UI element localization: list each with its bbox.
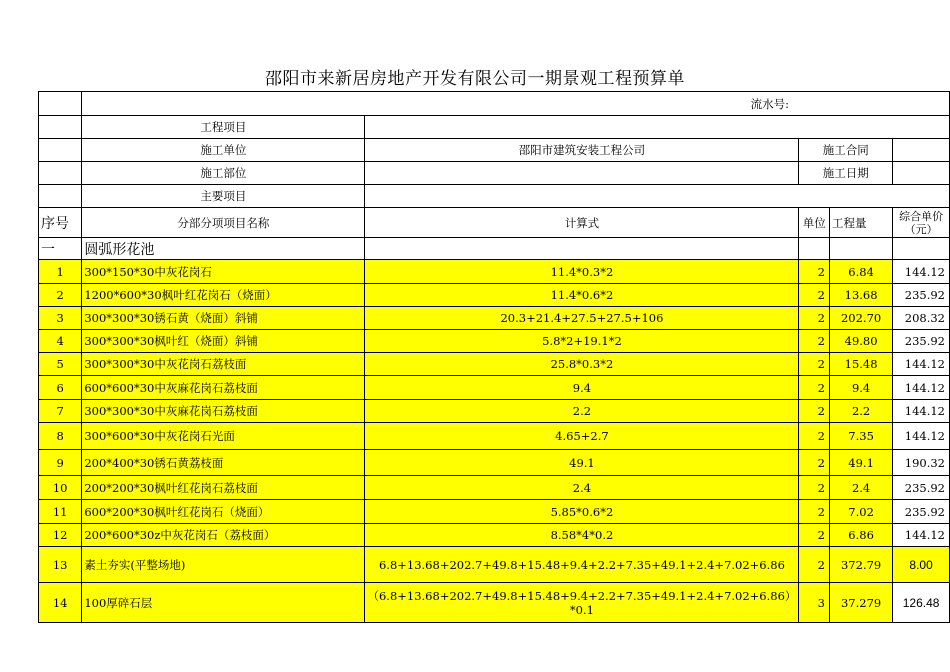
row-formula: 11.4*0.3*2 bbox=[365, 260, 799, 284]
row-unit: 2 bbox=[799, 450, 830, 476]
row-seq: 9 bbox=[39, 450, 82, 476]
contractor-label: 施工单位 bbox=[82, 139, 365, 162]
row-name: 300*300*30中灰花岗石荔枝面 bbox=[82, 353, 365, 376]
row-qty: 6.86 bbox=[830, 524, 893, 547]
row-formula: 5.85*0.6*2 bbox=[365, 500, 799, 524]
row-formula: 49.1 bbox=[365, 450, 799, 476]
empty-cell bbox=[39, 92, 82, 116]
table-row bbox=[39, 260, 950, 284]
table-row bbox=[39, 500, 950, 524]
row-formula: 20.3+21.4+27.5+27.5+106 bbox=[365, 307, 799, 330]
row-seq: 14 bbox=[39, 583, 82, 623]
table-row bbox=[39, 376, 950, 400]
row-formula: 5.8*2+19.1*2 bbox=[365, 330, 799, 353]
row-unit: 2 bbox=[799, 524, 830, 547]
row-name: 1200*600*30枫叶红花岗石（烧面） bbox=[82, 284, 365, 307]
main-value bbox=[365, 185, 950, 208]
row-price: 144.12 bbox=[893, 353, 950, 376]
empty-cell bbox=[893, 238, 950, 260]
row-seq: 11 bbox=[39, 500, 82, 524]
empty-cell bbox=[830, 238, 893, 260]
table-row bbox=[39, 583, 950, 623]
row-name: 200*600*30z中灰花岗石（荔枝面） bbox=[82, 524, 365, 547]
row-price: 208.32 bbox=[893, 307, 950, 330]
row-unit: 2 bbox=[799, 307, 830, 330]
table-row bbox=[39, 547, 950, 583]
table-row bbox=[39, 450, 950, 476]
row-name: 100厚碎石层 bbox=[82, 583, 365, 623]
row-unit: 2 bbox=[799, 547, 830, 583]
row-price: 235.92 bbox=[893, 284, 950, 307]
serial-label: 流水号: bbox=[82, 92, 950, 116]
row-qty: 2.4 bbox=[830, 476, 893, 500]
row-price: 144.12 bbox=[893, 376, 950, 400]
table-row bbox=[39, 284, 950, 307]
empty-cell bbox=[39, 139, 82, 162]
table-row bbox=[39, 423, 950, 450]
serial-row bbox=[39, 92, 950, 116]
page-title: 邵阳市来新居房地产开发有限公司一期景观工程预算单 bbox=[265, 69, 685, 89]
row-unit: 3 bbox=[799, 583, 830, 623]
row-unit: 2 bbox=[799, 476, 830, 500]
row-name: 600*200*30枫叶红花岗石（烧面） bbox=[82, 500, 365, 524]
row-unit: 2 bbox=[799, 423, 830, 450]
column-header-row bbox=[39, 208, 950, 238]
row-seq: 7 bbox=[39, 400, 82, 423]
row-qty: 202.70 bbox=[830, 307, 893, 330]
row-unit: 2 bbox=[799, 376, 830, 400]
row-name: 300*600*30中灰花岗石光面 bbox=[82, 423, 365, 450]
row-price: 144.12 bbox=[893, 524, 950, 547]
row-formula: 2.2 bbox=[365, 400, 799, 423]
row-price: 126.48 bbox=[893, 583, 950, 623]
row-price: 190.32 bbox=[893, 450, 950, 476]
row-formula: 6.8+13.68+202.7+49.8+15.48+9.4+2.2+7.35+49.1+2.4+7.02+6.86 bbox=[365, 547, 799, 583]
row-price: 144.12 bbox=[893, 260, 950, 284]
row-qty: 9.4 bbox=[830, 376, 893, 400]
row-unit: 2 bbox=[799, 400, 830, 423]
row-name: 300*300*30锈石黄（烧面）斜铺 bbox=[82, 307, 365, 330]
row-price: 8.00 bbox=[893, 547, 950, 583]
site-value bbox=[365, 162, 799, 185]
row-qty: 15.48 bbox=[830, 353, 893, 376]
site-label: 施工部位 bbox=[82, 162, 365, 185]
row-seq: 3 bbox=[39, 307, 82, 330]
row-formula: 9.4 bbox=[365, 376, 799, 400]
col-name-header: 分部分项项目名称 bbox=[82, 208, 365, 238]
row-seq: 4 bbox=[39, 330, 82, 353]
row-seq: 6 bbox=[39, 376, 82, 400]
empty-cell bbox=[39, 185, 82, 208]
row-formula: 11.4*0.6*2 bbox=[365, 284, 799, 307]
col-price-header: 综合单价（元） bbox=[893, 208, 950, 238]
row-price: 235.92 bbox=[893, 500, 950, 524]
row-price: 235.92 bbox=[893, 476, 950, 500]
empty-cell bbox=[365, 238, 799, 260]
row-unit: 2 bbox=[799, 353, 830, 376]
row-seq: 12 bbox=[39, 524, 82, 547]
project-row bbox=[39, 116, 950, 139]
row-name: 600*600*30中灰麻花岗石荔枝面 bbox=[82, 376, 365, 400]
table-row bbox=[39, 476, 950, 500]
col-formula-header: 计算式 bbox=[365, 208, 799, 238]
table-row bbox=[39, 524, 950, 547]
row-qty: 37.279 bbox=[830, 583, 893, 623]
row-seq: 5 bbox=[39, 353, 82, 376]
col-unit-header: 单位 bbox=[799, 208, 830, 238]
section-seq: 一 bbox=[39, 238, 82, 260]
row-seq: 2 bbox=[39, 284, 82, 307]
row-qty: 372.79 bbox=[830, 547, 893, 583]
row-qty: 7.02 bbox=[830, 500, 893, 524]
row-unit: 2 bbox=[799, 284, 830, 307]
row-unit: 2 bbox=[799, 500, 830, 524]
main-label: 主要项目 bbox=[82, 185, 365, 208]
section-row bbox=[39, 238, 950, 260]
col-qty-header: 工程量 bbox=[830, 208, 893, 238]
row-seq: 13 bbox=[39, 547, 82, 583]
empty-cell bbox=[39, 116, 82, 139]
row-formula: （6.8+13.68+202.7+49.8+15.48+9.4+2.2+7.35+49.1+2.4+7.02+6.86）*0.1 bbox=[365, 583, 799, 623]
row-name: 素土夯实(平整场地) bbox=[82, 547, 365, 583]
row-seq: 8 bbox=[39, 423, 82, 450]
row-name: 200*200*30枫叶红花岗石荔枝面 bbox=[82, 476, 365, 500]
date-label: 施工日期 bbox=[799, 162, 893, 185]
project-value bbox=[365, 116, 950, 139]
row-price: 235.92 bbox=[893, 330, 950, 353]
date-value bbox=[893, 162, 950, 185]
contract-label: 施工合同 bbox=[799, 139, 893, 162]
row-qty: 2.2 bbox=[830, 400, 893, 423]
section-name: 圆弧形花池 bbox=[82, 238, 365, 260]
col-seq-header: 序号 bbox=[39, 208, 82, 238]
table-row bbox=[39, 330, 950, 353]
row-qty: 6.84 bbox=[830, 260, 893, 284]
row-formula: 2.4 bbox=[365, 476, 799, 500]
row-name: 300*150*30中灰花岗石 bbox=[82, 260, 365, 284]
row-seq: 10 bbox=[39, 476, 82, 500]
row-unit: 2 bbox=[799, 330, 830, 353]
row-unit: 2 bbox=[799, 260, 830, 284]
row-formula: 25.8*0.3*2 bbox=[365, 353, 799, 376]
contract-value bbox=[893, 139, 950, 162]
row-name: 300*300*30中灰麻花岗石荔枝面 bbox=[82, 400, 365, 423]
row-name: 200*400*30锈石黄荔枝面 bbox=[82, 450, 365, 476]
row-name: 300*300*30枫叶红（烧面）斜铺 bbox=[82, 330, 365, 353]
row-qty: 13.68 bbox=[830, 284, 893, 307]
main-row bbox=[39, 185, 950, 208]
row-qty: 49.80 bbox=[830, 330, 893, 353]
row-qty: 7.35 bbox=[830, 423, 893, 450]
empty-cell bbox=[799, 238, 830, 260]
row-seq: 1 bbox=[39, 260, 82, 284]
row-formula: 8.58*4*0.2 bbox=[365, 524, 799, 547]
contractor-row bbox=[39, 139, 950, 162]
table-row bbox=[39, 400, 950, 423]
budget-table bbox=[38, 91, 950, 623]
empty-cell bbox=[39, 162, 82, 185]
project-label: 工程项目 bbox=[82, 116, 365, 139]
row-qty: 49.1 bbox=[830, 450, 893, 476]
site-row bbox=[39, 162, 950, 185]
table-row bbox=[39, 353, 950, 376]
row-formula: 4.65+2.7 bbox=[365, 423, 799, 450]
row-price: 144.12 bbox=[893, 423, 950, 450]
table-row bbox=[39, 307, 950, 330]
row-price: 144.12 bbox=[893, 400, 950, 423]
contractor-value: 邵阳市建筑安装工程公司 bbox=[365, 139, 799, 162]
